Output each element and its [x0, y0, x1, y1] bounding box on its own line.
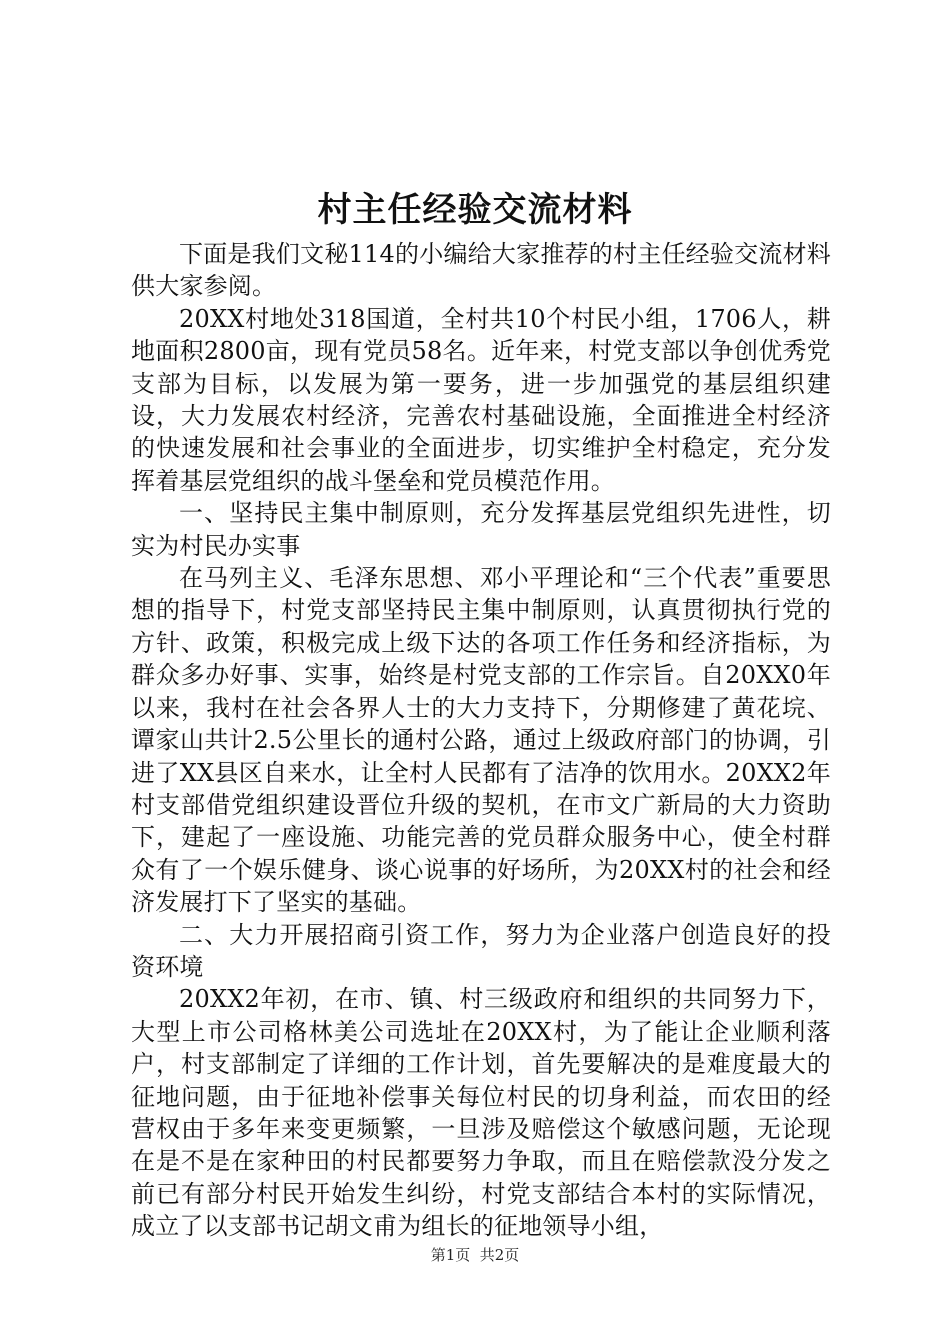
- document-title: 村主任经验交流材料: [317, 190, 633, 230]
- paragraph-village-overview: 20XX村地处318国道，全村共10个村民小组，1706人，耕地面积2800亩，现有党员58名。近年来，村党支部以争创优秀党支部为目标，以发展为第一要务，进一步加强党的基层组织建设，大力发展农村经济，完善农村基础设施，全面推进全村经济的快速发展和社会事业的全面进步，切实维护全村稳定，充分发挥着基层党组织的战斗堡垒和党员模范作用。: [131, 304, 831, 495]
- paragraph-section-2: 20XX2年初，在市、镇、村三级政府和组织的共同努力下，大型上市公司格林美公司选址在20XX村，为了能让企业顺利落户，村支部制定了详细的工作计划，首先要解决的是难度最大的征地问题，由于征地补偿事关每位村民的切身利益，而农田的经营权由于多年来变更频繁，一旦涉及赔偿这个敏感问题，无论现在是不是在家种田的村民都要努力争取，而且在赔偿款没分发之前已有部分村民开始发生纠纷，村党支部结合本村的实际情况，成立了以支部书记胡文甫为组长的征地领导小组，: [131, 985, 831, 1241]
- page-number: 第1页 共2页: [430, 1246, 520, 1264]
- paragraph-intro: 下面是我们文秘114的小编给大家推荐的村主任经验交流材料供大家参阅。: [131, 240, 831, 301]
- document-body: [131, 238, 831, 1243]
- section-heading-2: 二、大力开展招商引资工作，努力为企业落户创造良好的投资环境: [131, 920, 831, 981]
- section-heading-1: 一、坚持民主集中制原则，充分发挥基层党组织先进性，切实为村民办实事: [131, 499, 831, 560]
- paragraph-section-1: 在马列主义、毛泽东思想、邓小平理论和“三个代表”重要思想的指导下，村党支部坚持民主集中制原则，认真贯彻执行党的方针、政策，积极完成上级下达的各项工作任务和经济指标，为群众多办好事、实事，始终是村党支部的工作宗旨。自20XX0年以来，我村在社会各界人士的大力支持下，分期修建了黄花垸、谭家山共计2.5公里长的通村公路，通过上级政府部门的协调，引进了XX县区自来水，让全村人民都有了洁净的饮用水。20XX2年村支部借党组织建设晋位升级的契机，在市文广新局的大力资助下，建起了一座设施、功能完善的党员群众服务中心，使全村群众有了一个娱乐健身、谈心说事的好场所，为20XX村的社会和经济发展打下了坚实的基础。: [131, 564, 831, 917]
- page-footer: [0, 1244, 950, 1266]
